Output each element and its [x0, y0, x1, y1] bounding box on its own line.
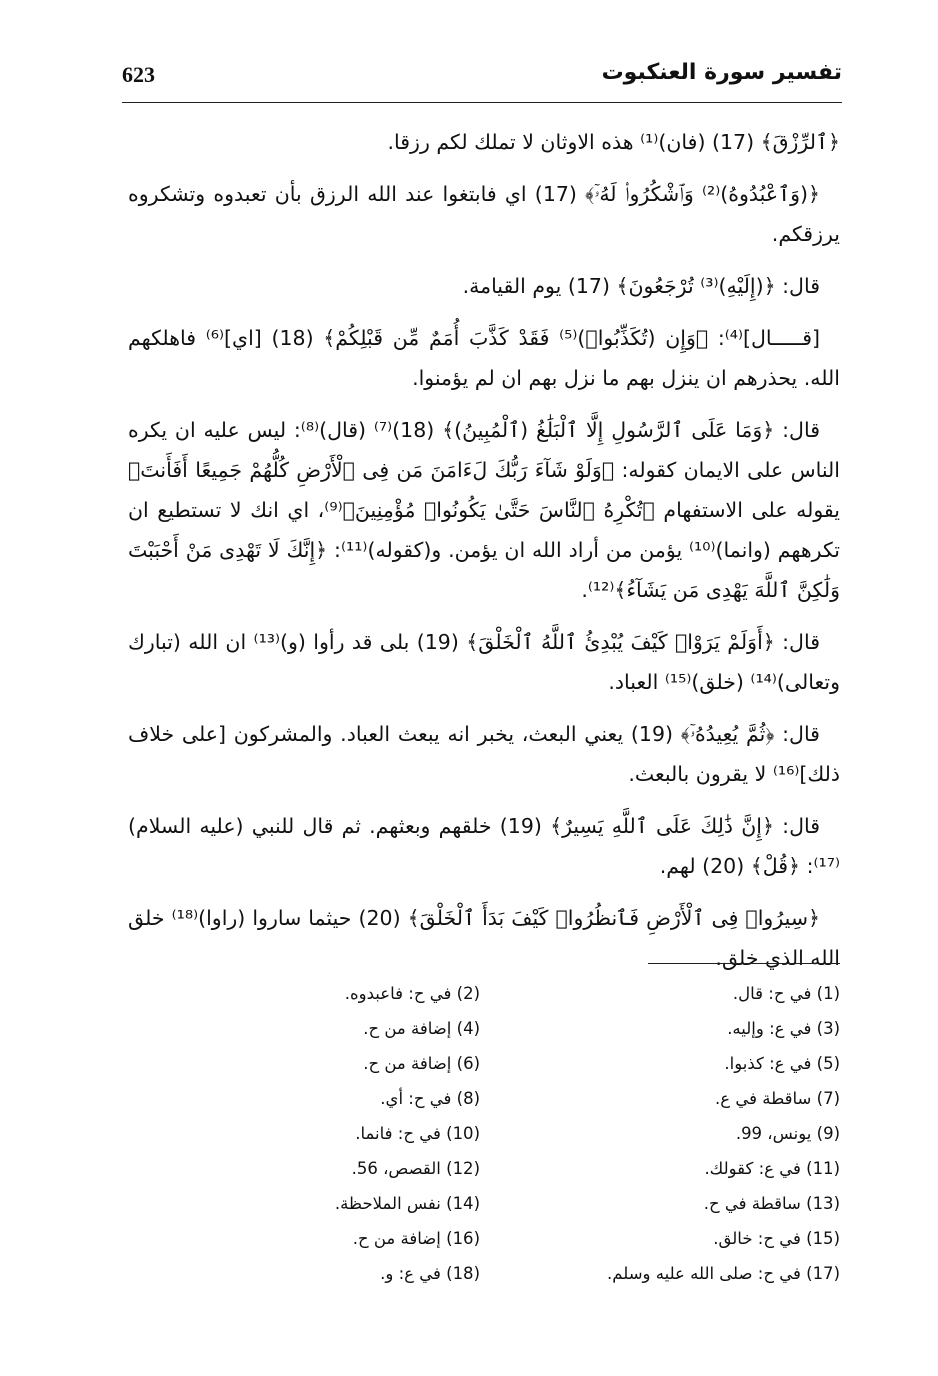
footnote-separator [648, 963, 840, 964]
page-number: 623 [122, 62, 155, 87]
footnote: (8) في ح: أي. [380, 1089, 480, 1108]
footnote: (14) نفس الملاحظة. [334, 1194, 480, 1213]
paragraph-4: [قـــــال]⁽⁴⁾: ﴿وَإِن (تُكَذِّبُوا۟)⁽⁵⁾ فَقَدْ كَذَّبَ أُمَمٌ مِّن قَبْلِكُمْ﴾ (18) [اي]⁽⁶⁾ فاهلكهم الله. يحذرهم ان ينزل بهم ما نزل بهم ان لم يؤمنوا. [128, 326, 840, 390]
paragraph-2: ﴿(وَٱعْبُدُوهُ)⁽²⁾ وَٱشْكُرُوا۟ لَهُۥٓ﴾ (17) اي فابتغوا عند الله الرزق بأن تعبدوه وتشكروه يرزقكم. [128, 182, 840, 246]
paragraph-6: قال: ﴿أَوَلَمْ يَرَوْا۟ كَيْفَ يُبْدِئُ ٱللَّهُ ٱلْخَلْقَ﴾ (19) بلى قد رأوا (و)⁽¹³⁾ ان الله (تبارك وتعالى)⁽¹⁴⁾ (خلق)⁽¹⁵⁾ العباد. [128, 630, 840, 694]
footnote: (6) إضافة من ح. [363, 1054, 480, 1073]
paragraph-1: ﴿ٱلرِّزْقَ﴾ (17) (فان)⁽¹⁾ هذه الاوثان لا تملك لكم رزقا. [387, 130, 840, 154]
footnotes [140, 976, 840, 1291]
footnote: (2) في ح: فاعبدوه. [344, 984, 480, 1003]
footnote: (3) في ع: وإليه. [727, 1019, 840, 1038]
footnote: (9) يونس، 99. [735, 1124, 840, 1143]
footnote: (15) في ح: خالق. [713, 1229, 840, 1248]
footnote: (1) في ح: قال. [732, 984, 840, 1003]
paragraph-8: قال: ﴿إِنَّ ذَٰلِكَ عَلَى ٱللَّهِ يَسِيرٌ﴾ (19) خلقهم وبعثهم. ثم قال للنبي (عليه السلام)⁽¹⁷⁾: ﴿قُلْ﴾ (20) لهم. [128, 814, 840, 878]
footnote: (11) في ع: كقولك. [704, 1159, 840, 1178]
footnote: (13) ساقطة في ح. [703, 1194, 840, 1213]
running-title: تفسير سورة العنكبوت [601, 60, 842, 85]
footnote: (17) في ح: صلى الله عليه وسلم. [607, 1264, 840, 1283]
paragraph-7: قال: ﴿ثُمَّ يُعِيدُهُۥٓ﴾ (19) يعني البعث، يخبر انه يبعث العباد. والمشركون [على خلاف ذلك]⁽¹⁶⁾ لا يقرون بالبعث. [128, 722, 840, 786]
footnote: (18) في ع: و. [380, 1264, 480, 1283]
footnote: (5) في ع: كذبوا. [724, 1054, 840, 1073]
footnote: (16) إضافة من ح. [352, 1229, 480, 1248]
main-text [128, 122, 840, 990]
footnote: (4) إضافة من ح. [363, 1019, 480, 1038]
page-header [122, 58, 842, 103]
paragraph-9: ﴿سِيرُوا۟ فِى ٱلْأَرْضِ فَٱنظُرُوا۟ كَيْفَ بَدَأَ ٱلْخَلْقَ﴾ (20) حيثما ساروا (راوا)⁽¹⁸⁾ خلق الله الذي خلق. [128, 906, 840, 970]
footnote: (7) ساقطة في ع. [715, 1089, 840, 1108]
paragraph-5: قال: ﴿وَمَا عَلَى ٱلرَّسُولِ إِلَّا ٱلْبَلَٰغُ (ٱلْمُبِينُ)﴾ (18)⁽⁷⁾ (قال)⁽⁸⁾: ليس عليه ان يكره الناس على الايمان كقوله: ﴿وَلَوْ شَآءَ رَبُّكَ لَءَامَنَ مَن فِى ٱلْأَرْضِ كُلُّهُمْ جَمِيعًا أَفَأَنتَ﴾ يقوله على الاستفهام ﴿تُكْرِهُ ٱلنَّاسَ حَتَّىٰ يَكُونُوا۟ مُؤْمِنِينَ﴾⁽⁹⁾، اي انك لا تستطيع ان تكرههم (وانما)⁽¹⁰⁾ يؤمن من أراد الله ان يؤمن. و(كقوله)⁽¹¹⁾: ﴿إِنَّكَ لَا تَهْدِى مَنْ أَحْبَبْتَ وَلَٰكِنَّ ٱللَّهَ يَهْدِى مَن يَشَآءُ﴾⁽¹²⁾. [128, 418, 841, 602]
paragraph-3: قال: ﴿(إِلَيْهِ)⁽³⁾ تُرْجَعُونَ﴾ (17) يوم القيامة. [462, 274, 820, 298]
footnote: (10) في ح: فانما. [355, 1124, 480, 1143]
footnote: (12) القصص، 56. [351, 1159, 480, 1178]
